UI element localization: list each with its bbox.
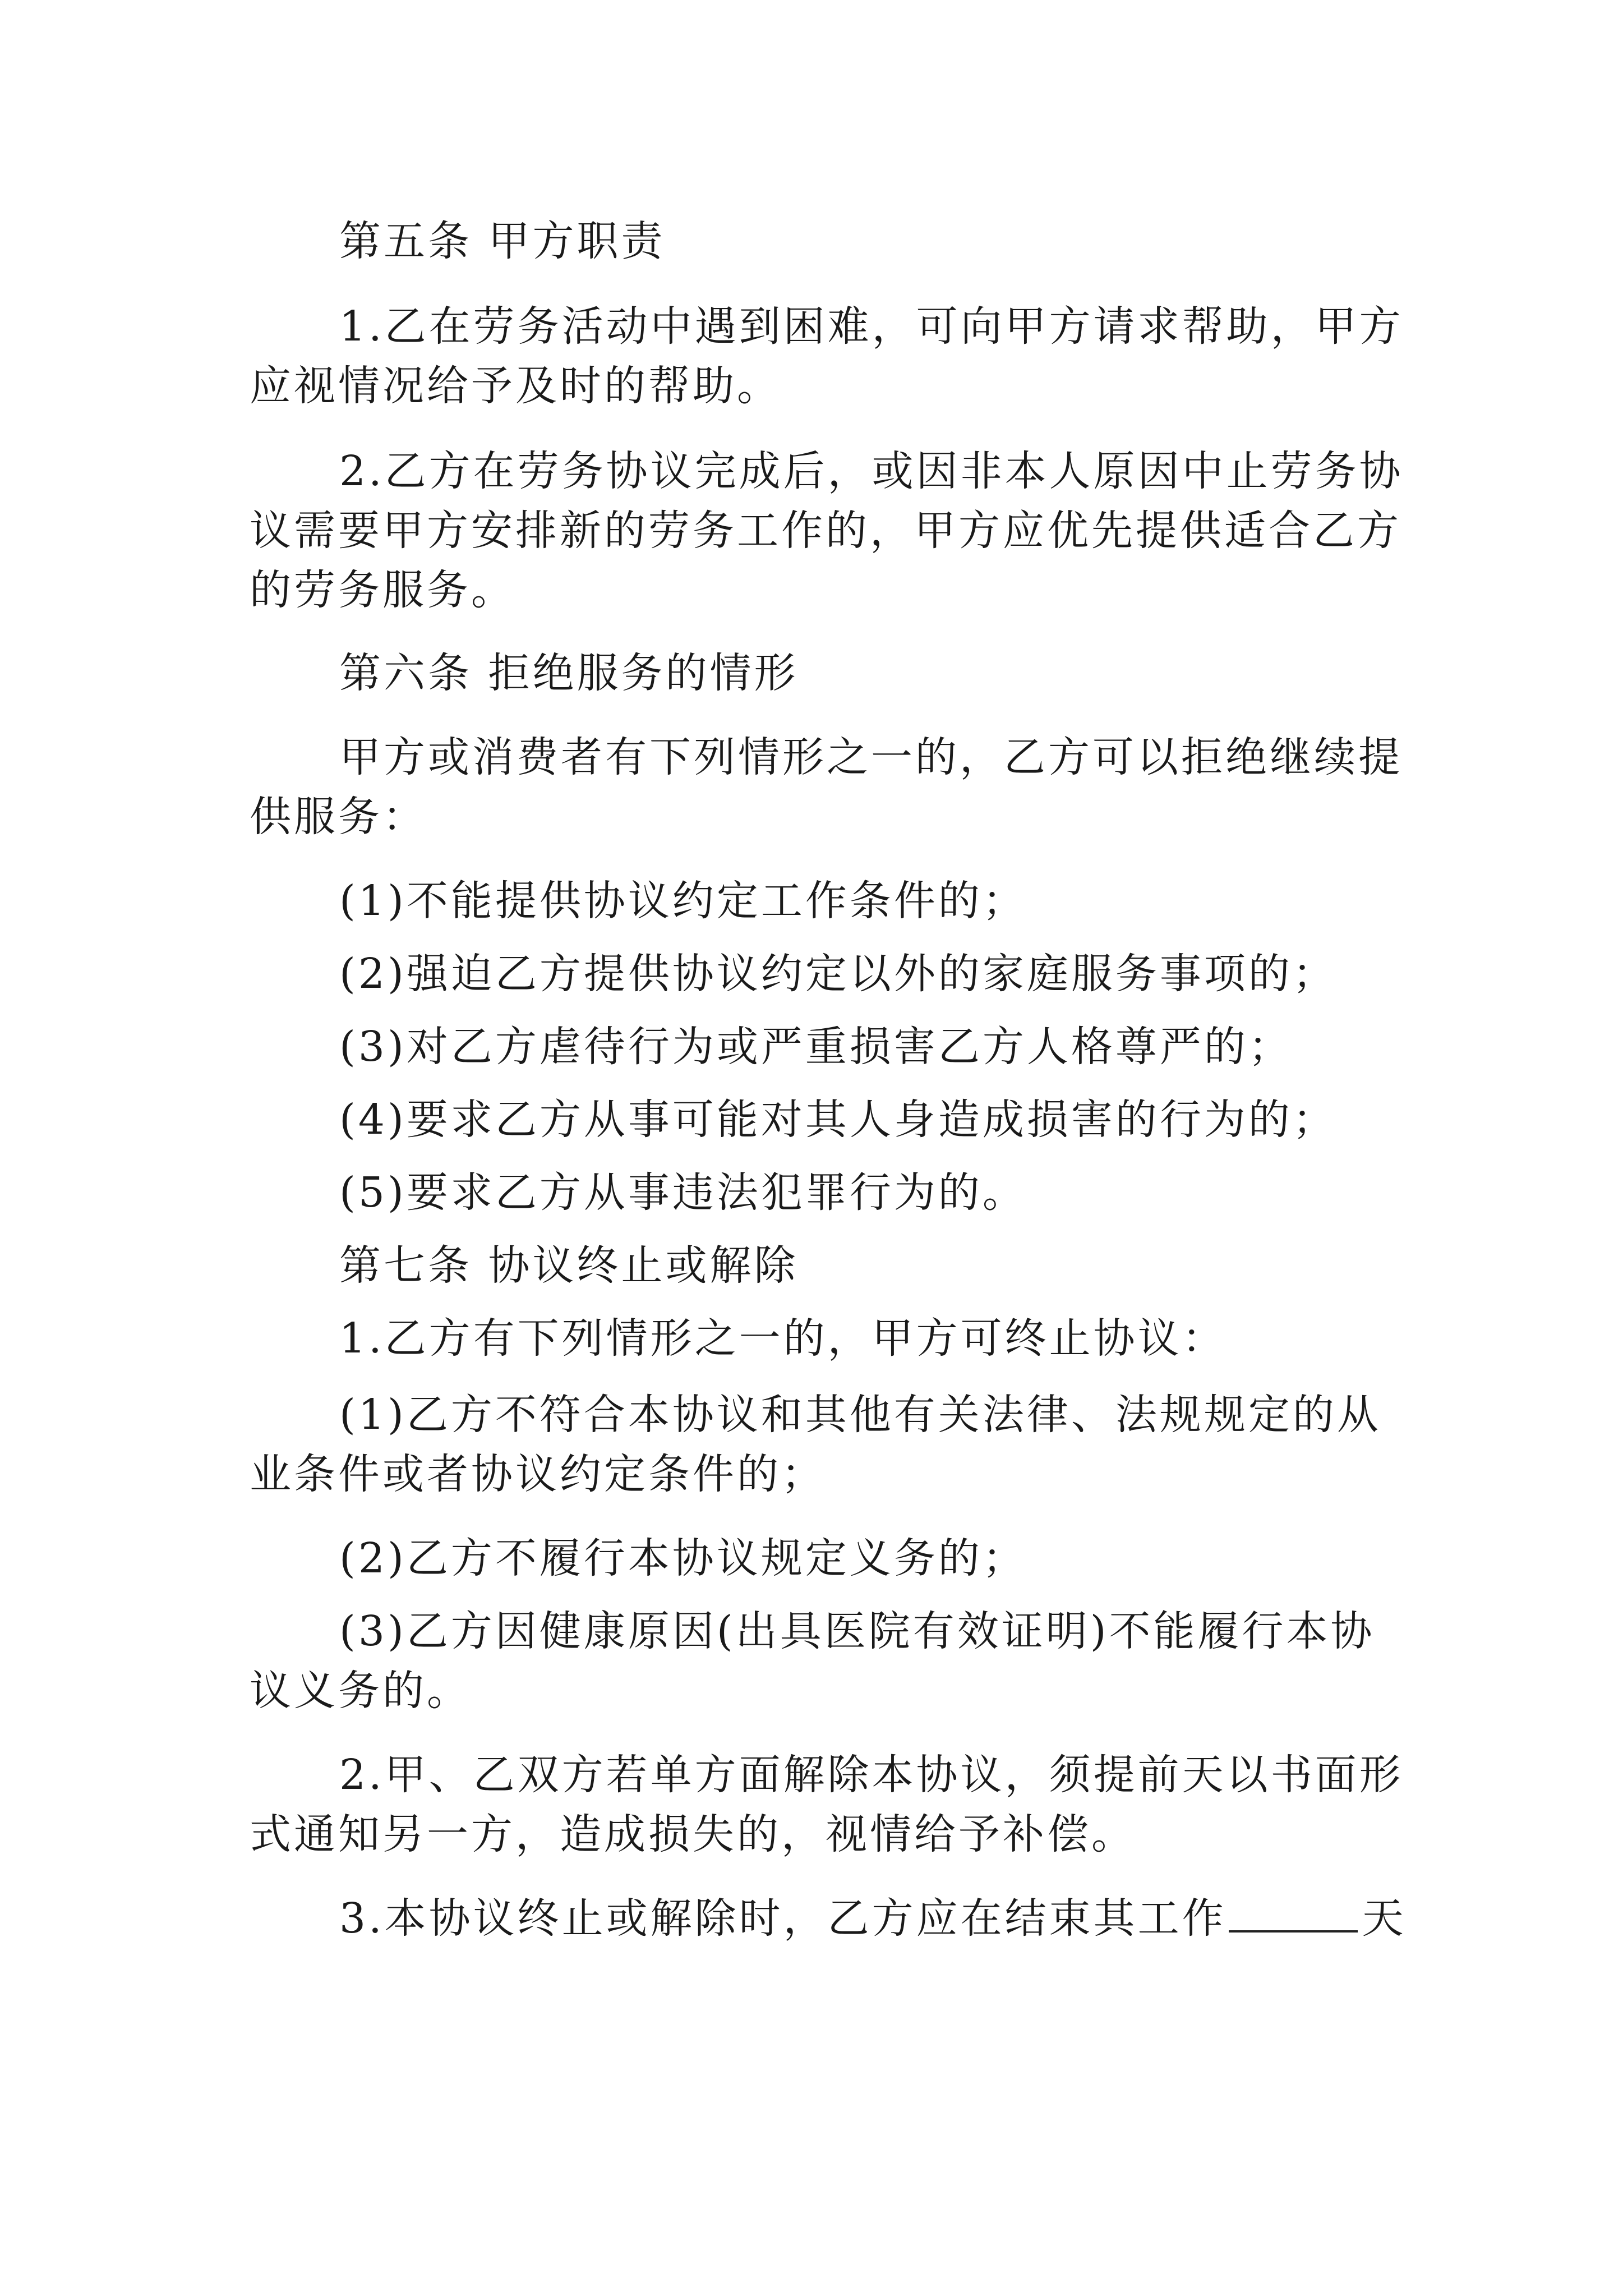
article-7-heading: 第七条 协议终止或解除 <box>339 1241 799 1290</box>
paragraph-line: 1.乙方有下列情形之一的，甲方可终止协议： <box>339 1314 1227 1363</box>
list-item: (1)乙方不符合本协议和其他有关法律、法规规定的从 <box>339 1391 1381 1439</box>
paragraph-line: 议义务的。 <box>250 1667 471 1715</box>
list-item: (2)强迫乙方提供协议约定以外的家庭服务事项的； <box>339 950 1337 998</box>
paragraph-line: 应视情况给予及时的帮助。 <box>250 362 781 410</box>
paragraph-line <box>339 1890 1407 1947</box>
paragraph-line: 供服务： <box>250 793 427 841</box>
paragraph-line: 的劳务服务。 <box>250 566 515 614</box>
paragraph-line: 2.乙方在劳务协议完成后，或因非本人原因中止劳务协 <box>339 447 1404 495</box>
list-item: (5)要求乙方从事违法犯罪行为的。 <box>339 1168 1027 1217</box>
paragraph-line: 议需要甲方安排新的劳务工作的，甲方应优先提供适合乙方 <box>250 507 1401 555</box>
fill-in-blank[interactable] <box>1229 1897 1358 1932</box>
list-item: (4)要求乙方从事可能对其人身造成损害的行为的； <box>339 1096 1337 1144</box>
paragraph-text: 3.本协议终止或解除时，乙方应在结束其工作 <box>339 1894 1227 1943</box>
paragraph-line: 1.乙在劳务活动中遇到困难，可向甲方请求帮助，甲方 <box>339 302 1404 351</box>
paragraph-line: 2.甲、乙双方若单方面解除本协议，须提前天以书面形 <box>339 1751 1404 1799</box>
paragraph-line: 式通知另一方，造成损失的，视情给予补偿。 <box>250 1810 1136 1858</box>
list-item: (3)对乙方虐待行为或严重损害乙方人格尊严的； <box>339 1023 1293 1071</box>
paragraph-line: 甲方或消费者有下列情形之一的，乙方可以拒绝继续提 <box>339 733 1403 781</box>
list-item: (1)不能提供协议约定工作条件的； <box>339 877 1027 925</box>
paragraph-text: 天 <box>1362 1894 1407 1943</box>
article-5-heading: 第五条 甲方职责 <box>339 217 666 265</box>
list-item: (3)乙方因健康原因(出具医院有效证明)不能履行本协 <box>339 1607 1375 1655</box>
article-6-heading: 第六条 拒绝服务的情形 <box>339 649 799 697</box>
list-item: (2)乙方不履行本协议规定义务的； <box>339 1534 1027 1582</box>
paragraph-line: 业条件或者协议约定条件的； <box>250 1450 826 1498</box>
